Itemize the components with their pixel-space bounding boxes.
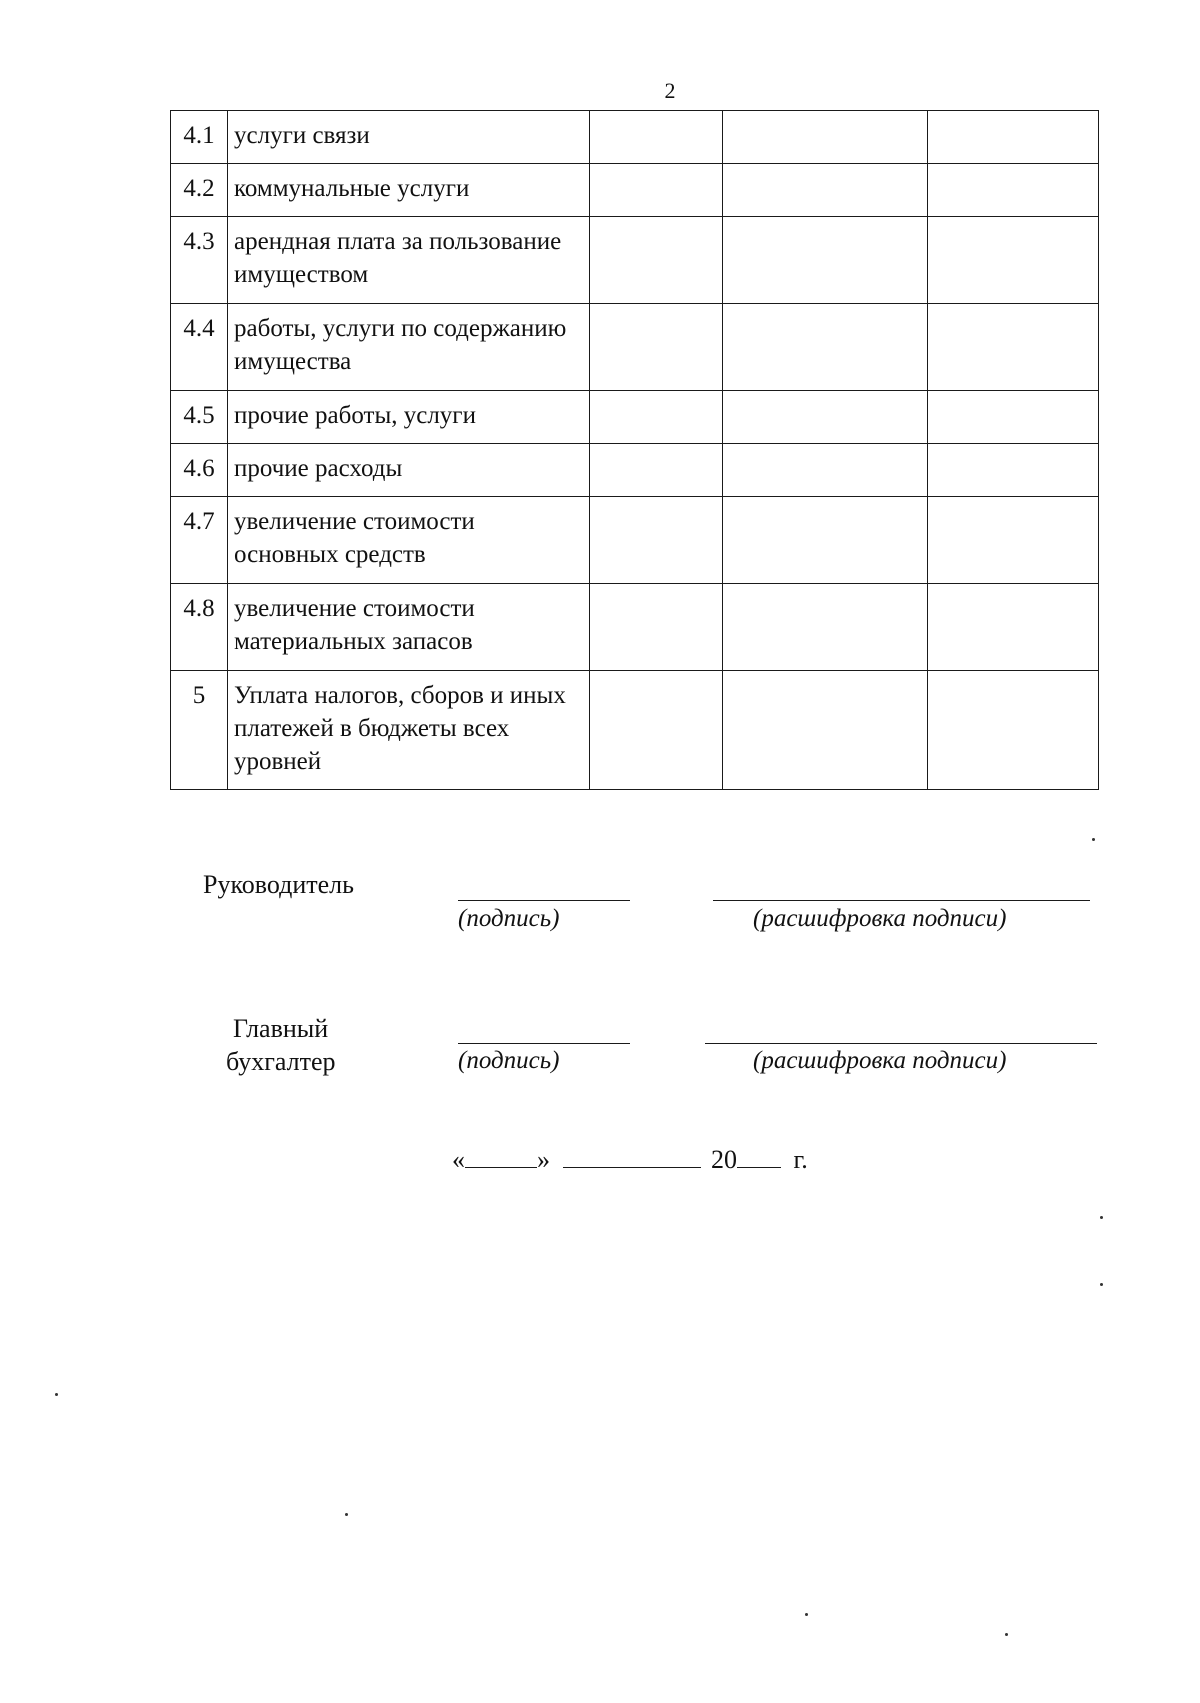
scan-speck bbox=[345, 1513, 348, 1516]
value-cell[interactable] bbox=[928, 304, 1099, 391]
head-decoding-hint: (расшифровка подписи) bbox=[753, 905, 1007, 932]
expense-table-body bbox=[171, 111, 1099, 790]
row-number-cell: 4.8 bbox=[171, 584, 228, 671]
row-name-cell: арендная плата за пользование имуществом bbox=[228, 217, 590, 304]
scan-speck bbox=[805, 1613, 808, 1616]
value-cell[interactable] bbox=[723, 444, 928, 497]
chief-accountant-label-line1: Главный bbox=[233, 1014, 329, 1043]
head-decoding-line[interactable] bbox=[713, 900, 1090, 901]
value-cell[interactable] bbox=[723, 671, 928, 790]
value-cell[interactable] bbox=[590, 217, 723, 304]
table-row bbox=[171, 444, 1099, 497]
value-cell[interactable] bbox=[590, 584, 723, 671]
scan-speck bbox=[55, 1393, 58, 1396]
date-year-prefix: 20 bbox=[711, 1145, 737, 1174]
row-name-cell: увеличение стоимости материальных запасов bbox=[228, 584, 590, 671]
value-cell[interactable] bbox=[590, 111, 723, 164]
table-row bbox=[171, 584, 1099, 671]
value-cell[interactable] bbox=[928, 671, 1099, 790]
date-year-suffix: г. bbox=[793, 1145, 808, 1174]
table-row bbox=[171, 391, 1099, 444]
table-row bbox=[171, 304, 1099, 391]
value-cell[interactable] bbox=[590, 391, 723, 444]
row-name-cell: увеличение стоимости основных средств bbox=[228, 497, 590, 584]
row-number-cell: 4.6 bbox=[171, 444, 228, 497]
chief-accountant-decoding-hint: (расшифровка подписи) bbox=[753, 1047, 1007, 1074]
value-cell[interactable] bbox=[928, 584, 1099, 671]
value-cell[interactable] bbox=[590, 304, 723, 391]
value-cell[interactable] bbox=[928, 497, 1099, 584]
chief-accountant-signature-line[interactable] bbox=[458, 1043, 630, 1044]
value-cell[interactable] bbox=[928, 164, 1099, 217]
row-number-cell: 4.4 bbox=[171, 304, 228, 391]
value-cell[interactable] bbox=[928, 444, 1099, 497]
row-number-cell: 4.1 bbox=[171, 111, 228, 164]
table-row bbox=[171, 217, 1099, 304]
head-signature-line[interactable] bbox=[458, 900, 630, 901]
row-name-cell: услуги связи bbox=[228, 111, 590, 164]
row-name-cell: прочие работы, услуги bbox=[228, 391, 590, 444]
date-close-quote: » bbox=[537, 1145, 550, 1174]
date-year-blank[interactable] bbox=[737, 1145, 781, 1168]
row-name-cell: коммунальные услуги bbox=[228, 164, 590, 217]
value-cell[interactable] bbox=[590, 444, 723, 497]
chief-accountant-label-line2: бухгалтер bbox=[226, 1047, 336, 1076]
value-cell[interactable] bbox=[723, 497, 928, 584]
scan-speck bbox=[1005, 1633, 1008, 1636]
row-name-cell: Уплата налогов, сборов и иных платежей в бюджеты всех уровней bbox=[228, 671, 590, 790]
date-day-blank[interactable] bbox=[465, 1145, 537, 1168]
scan-speck bbox=[1100, 1283, 1103, 1286]
value-cell[interactable] bbox=[723, 304, 928, 391]
table-row bbox=[171, 671, 1099, 790]
row-number-cell: 5 bbox=[171, 671, 228, 790]
value-cell[interactable] bbox=[928, 217, 1099, 304]
table-row bbox=[171, 111, 1099, 164]
table-row bbox=[171, 497, 1099, 584]
row-name-cell: прочие расходы bbox=[228, 444, 590, 497]
value-cell[interactable] bbox=[723, 111, 928, 164]
row-number-cell: 4.5 bbox=[171, 391, 228, 444]
row-number-cell: 4.2 bbox=[171, 164, 228, 217]
value-cell[interactable] bbox=[928, 111, 1099, 164]
value-cell[interactable] bbox=[723, 584, 928, 671]
date-open-quote: « bbox=[452, 1145, 465, 1174]
chief-accountant-signature-hint: (подпись) bbox=[458, 1047, 560, 1074]
row-name-cell: работы, услуги по содержанию имущества bbox=[228, 304, 590, 391]
value-cell[interactable] bbox=[590, 497, 723, 584]
value-cell[interactable] bbox=[723, 164, 928, 217]
value-cell[interactable] bbox=[590, 671, 723, 790]
value-cell[interactable] bbox=[723, 217, 928, 304]
table-row bbox=[171, 164, 1099, 217]
date-line bbox=[452, 1145, 808, 1175]
head-signature-hint: (подпись) bbox=[458, 905, 560, 932]
scan-speck bbox=[1092, 838, 1095, 841]
scan-speck bbox=[1100, 1216, 1103, 1219]
value-cell[interactable] bbox=[723, 391, 928, 444]
row-number-cell: 4.3 bbox=[171, 217, 228, 304]
row-number-cell: 4.7 bbox=[171, 497, 228, 584]
date-month-blank[interactable] bbox=[563, 1145, 701, 1168]
head-label: Руководитель bbox=[203, 870, 354, 899]
value-cell[interactable] bbox=[928, 391, 1099, 444]
chief-accountant-decoding-line[interactable] bbox=[705, 1043, 1097, 1044]
page-number: 2 bbox=[664, 78, 676, 103]
expense-table bbox=[170, 110, 1099, 790]
value-cell[interactable] bbox=[590, 164, 723, 217]
